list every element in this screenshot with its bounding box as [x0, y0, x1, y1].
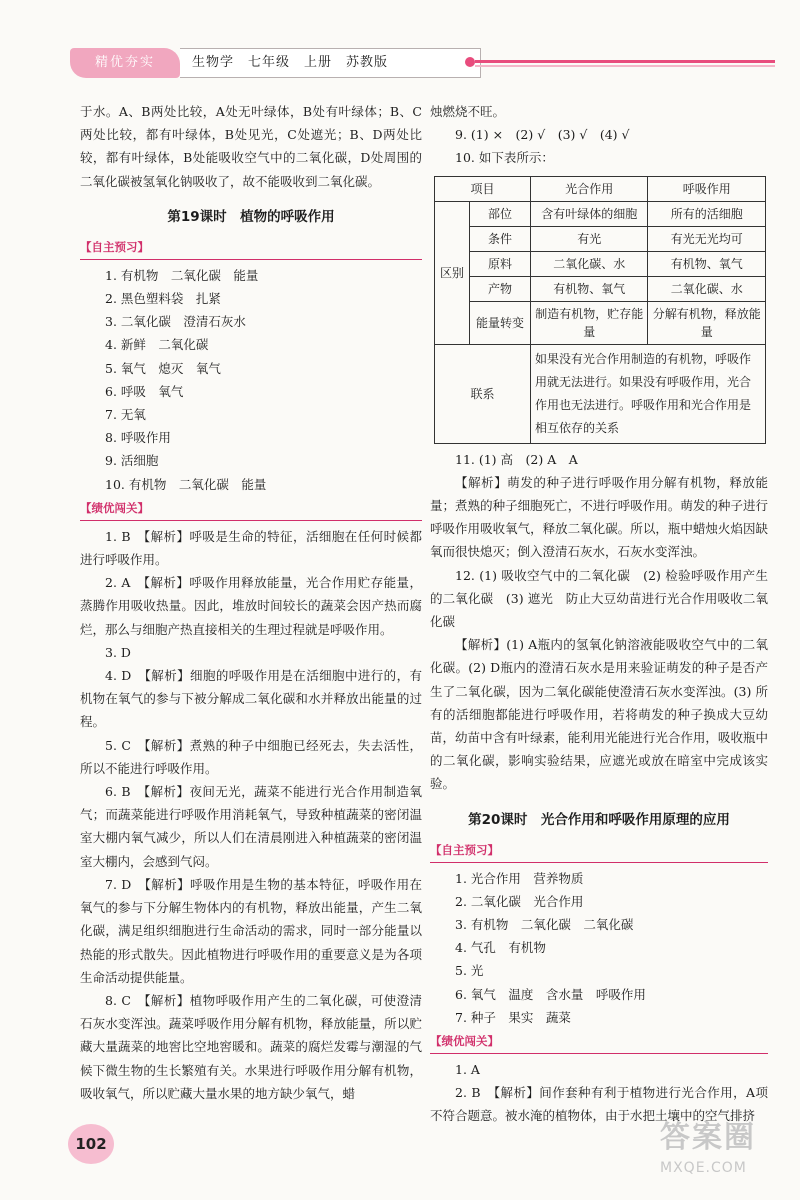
table-cell: 含有叶绿体的细胞	[531, 201, 648, 226]
table-header-respiration: 呼吸作用	[648, 176, 766, 201]
answer-12: 12. (1) 吸收空气中的二氧化碳 (2) 检验呼吸作用产生的二氧化碳 (3) 遮光 防止大豆幼苗进行光合作用吸收二氧化碳	[430, 567, 768, 630]
table-row-label: 原料	[470, 251, 531, 276]
answer-item: 5. C 【解析】煮熟的种子中细胞已经死去，失去活性，所以不能进行呼吸作用。	[80, 737, 422, 776]
answer-11: 11. (1) 高 (2) A A	[455, 451, 578, 467]
answer-item: 3. D	[105, 644, 131, 660]
table-cell: 制造有机物，贮存能量	[531, 301, 648, 344]
answer-item: 8. C 【解析】植物呼吸作用产生的二氧化碳，可使澄清石灰水变浑浊。蔬菜呼吸作用分解有机物，释放能量，所以贮藏大量蔬菜的地窖比空地窖暖和。蔬菜的腐烂发霉与潮湿的气候下微生物的生长繁殖有关。水果进行呼吸作用分解有机物，吸收氧气，所以贮藏大量水果的地方缺少氧气，蜡	[80, 992, 422, 1101]
table-cell: 二氧化碳、水	[531, 251, 648, 276]
preview-item: 3. 有机物 二氧化碳 二氧化碳	[455, 917, 634, 933]
intro-paragraph: 于水。A、B两处比较，A处无叶绿体，B处有叶绿体；B、C两处比较，都有叶绿体，B处见光，C处遮光；B、D两处比较，都有叶绿体，B处能吸收空气中的二氧化碳，D处周围的二氧化碳被氢氧化钠吸收了，故不能吸收到二氧化碳。	[80, 104, 422, 189]
preview-item: 7. 种子 果实 蔬菜	[455, 1009, 571, 1025]
table-cell: 分解有机物，释放能量	[648, 301, 766, 344]
section-preview-heading: 【自主预习】	[430, 842, 499, 857]
answer-item: 4. D 【解析】细胞的呼吸作用是在活细胞中进行的，有机物在氧气的参与下被分解成二氧化碳和水并释放出能量的过程。	[80, 668, 422, 730]
preview-item: 2. 黑色塑料袋 扎紧	[105, 291, 221, 307]
preview-item: 1. 光合作用 营养物质	[455, 870, 584, 886]
preview-item: 5. 氧气 熄灭 氧气	[105, 360, 221, 376]
section-rule	[80, 520, 422, 521]
section-pass-heading: 【绩优闯关】	[430, 1034, 499, 1049]
continued-text: 烛燃烧不旺。	[430, 104, 506, 119]
answer-item: 7. D 【解析】呼吸作用是生物的基本特征，呼吸作用在氧气的参与下分解生物体内的有机物，释放出能量，产生二氧化碳，满足组织细胞进行生命活动的需求，同时一部分能量以热能的形式散失。因此植物进行呼吸作用的重要意义是为各项生命活动提供能量。	[80, 876, 422, 985]
page-header	[70, 46, 780, 84]
preview-item: 5. 光	[455, 963, 484, 979]
section-rule	[430, 1053, 768, 1054]
table-row-label: 条件	[470, 226, 531, 251]
left-column	[80, 100, 422, 1105]
preview-item: 4. 气孔 有机物	[455, 940, 546, 956]
preview-item: 7. 无氧	[105, 407, 146, 423]
preview-item: 6. 呼吸 氧气	[105, 383, 184, 399]
preview-item: 4. 新鲜 二氧化碳	[105, 337, 209, 353]
table-cell: 有光无光均可	[648, 226, 766, 251]
header-rule-light	[475, 65, 775, 67]
table-cell: 有机物、氧气	[648, 251, 766, 276]
header-subject: 生物学 七年级 上册 苏教版	[180, 48, 481, 78]
right-column	[430, 100, 768, 1128]
header-rule	[475, 60, 775, 63]
preview-item: 9. 活细胞	[105, 453, 159, 469]
table-cell: 二氧化碳、水	[648, 276, 766, 301]
answer-10: 10. 如下表所示：	[455, 150, 554, 166]
section-pass-heading: 【绩优闯关】	[80, 500, 149, 515]
section-rule	[430, 862, 768, 863]
comparison-table	[434, 176, 766, 444]
answer-item: 1. A	[455, 1062, 480, 1078]
answer-9: 9. (1) × (2) √ (3) √ (4) √	[455, 127, 630, 143]
table-row-label: 部位	[470, 201, 531, 226]
page-number: 102	[68, 1124, 114, 1164]
table-cell: 有机物、氧气	[531, 276, 648, 301]
section-rule	[80, 259, 422, 260]
answer-item: 2. B 【解析】间作套种有利于植物进行光合作用，A项不符合题意。被水淹的植物体，由于水把土壤中的空气排挤	[430, 1085, 768, 1124]
table-link-label: 联系	[435, 344, 531, 443]
preview-item: 3. 二氧化碳 澄清石灰水	[105, 314, 246, 330]
answer-item: 6. B 【解析】夜间无光，蔬菜不能进行光合作用制造氧气；而蔬菜能进行呼吸作用消耗氧气，导致种植蔬菜的密闭温室大棚内氧气减少，所以人们在清晨刚进入种植蔬菜的密闭温室大棚内，会感到气闷。	[80, 784, 422, 869]
table-header-item: 项目	[435, 176, 531, 201]
answer-12-analysis: 【解析】(1) A瓶内的氢氧化钠溶液能吸收空气中的二氧化碳。(2) D瓶内的澄清石灰水是用来验证萌发的种子是否产生了二氧化碳，因为二氧化碳能使澄清石灰水变浑浊。(3) 所有的活细胞都能进行呼吸作用，若将萌发的种子换成大豆幼苗，幼苗中含有叶绿素，能利用光能进行光合作用，吸收瓶中的二氧化碳，影响实验结果，应遮光或放在暗室中完成该实验。	[430, 637, 768, 792]
table-row-label: 能量转变	[470, 301, 531, 344]
header-dot	[465, 57, 475, 67]
watermark-text: 答案圈	[660, 1120, 756, 1155]
answer-11-analysis: 【解析】萌发的种子进行呼吸作用分解有机物，释放能量；煮熟的种子细胞死亡，不进行呼吸作用。萌发的种子进行呼吸作用吸收氧气，释放二氧化碳。所以，瓶中蜡烛火焰因缺氧而很快熄灭；倒入澄清石灰水，石灰水变浑浊。	[430, 474, 768, 560]
lesson-19-title: 第19课时 植物的呼吸作用	[167, 208, 335, 225]
answer-item: 1. B 【解析】呼吸是生命的特征，活细胞在任何时候都进行呼吸作用。	[80, 528, 422, 568]
table-header-photosynthesis: 光合作用	[531, 176, 648, 201]
preview-item: 10. 有机物 二氧化碳 能量	[105, 476, 267, 492]
answer-item: 2. A 【解析】呼吸作用释放能量，光合作用贮存能量，蒸腾作用吸收热量。因此，堆放时间较长的蔬菜会因产热而腐烂，那么与细胞产热直接相关的生理过程就是呼吸作用。	[80, 575, 422, 637]
preview-item: 2. 二氧化碳 光合作用	[455, 893, 584, 909]
table-group-label: 区别	[435, 201, 470, 344]
lesson-20-title: 第20课时 光合作用和呼吸作用原理的应用	[468, 811, 730, 828]
preview-item: 8. 呼吸作用	[105, 430, 171, 446]
preview-item: 6. 氧气 温度 含水量 呼吸作用	[455, 986, 646, 1002]
table-cell: 所有的活细胞	[648, 201, 766, 226]
preview-item: 1. 有机物 二氧化碳 能量	[105, 267, 259, 283]
watermark-logo	[660, 1118, 790, 1188]
watermark-url: MXQE.COM	[660, 1160, 747, 1176]
section-preview-heading: 【自主预习】	[80, 239, 149, 254]
header-tag: 精优夯实	[70, 48, 180, 78]
table-cell: 有光	[531, 226, 648, 251]
table-link-text: 如果没有光合作用制造的有机物，呼吸作用就无法进行。如果没有呼吸作用，光合作用也无法进行。呼吸作用和光合作用是相互依存的关系	[531, 344, 766, 443]
table-row-label: 产物	[470, 276, 531, 301]
